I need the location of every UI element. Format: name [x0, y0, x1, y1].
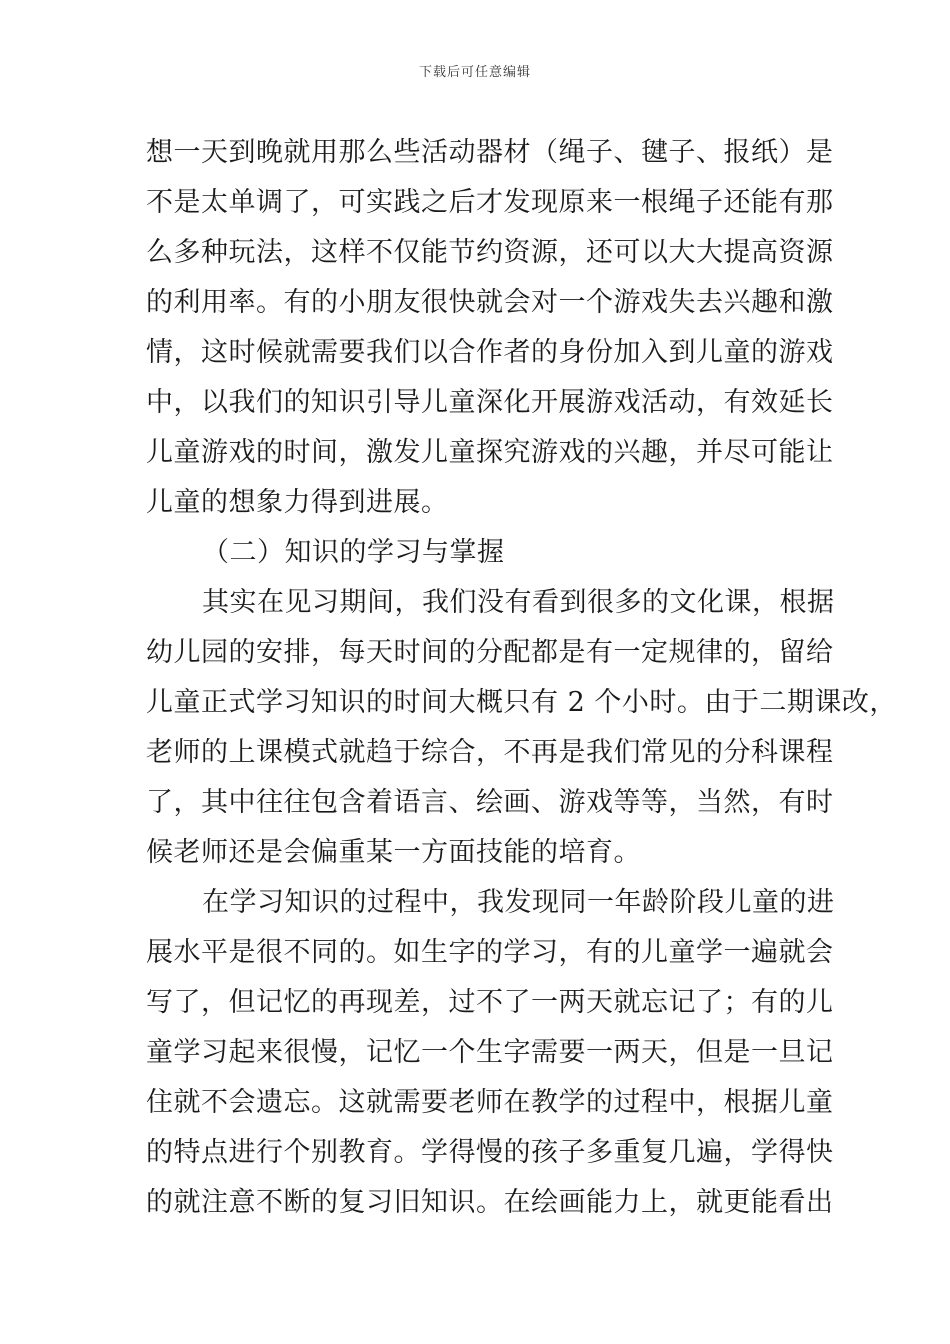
- text-line: 童学习起来很慢，记忆一个生字需要一两天，但是一旦记: [146, 1037, 834, 1068]
- text-line: 儿童游戏的时间，激发儿童探究游戏的兴趣，并尽可能让: [146, 437, 834, 468]
- text-line: 的就注意不断的复习旧知识。在绘画能力上，就更能看出: [146, 1187, 834, 1218]
- text-line: 不是太单调了，可实践之后才发现原来一根绳子还能有那: [146, 187, 834, 218]
- text-line: 情，这时候就需要我们以合作者的身份加入到儿童的游戏: [146, 337, 834, 368]
- text-line: 了，其中往往包含着语言、绘画、游戏等等，当然，有时: [146, 787, 834, 818]
- text-line: 想一天到晚就用那么些活动器材（绳子、毽子、报纸）是: [146, 137, 834, 168]
- text-line: 老师的上课模式就趋于综合，不再是我们常见的分科课程: [146, 737, 834, 768]
- text-line: 候老师还是会偏重某一方面技能的培育。: [146, 837, 641, 868]
- text-line: 幼儿园的安排，每天时间的分配都是有一定规律的，留给: [146, 637, 834, 668]
- text-line: 展水平是很不同的。如生字的学习，有的儿童学一遍就会: [146, 937, 834, 968]
- text-line: 住就不会遗忘。这就需要老师在教学的过程中，根据儿童: [146, 1087, 834, 1118]
- text-line: 的特点进行个别教育。学得慢的孩子多重复几遍，学得快: [146, 1137, 834, 1168]
- text-line: 中，以我们的知识引导儿童深化开展游戏活动，有效延长: [146, 387, 834, 418]
- text-line: 在学习知识的过程中，我发现同一年龄阶段儿童的进: [202, 887, 835, 918]
- text-line: 儿童正式学习知识的时间大概只有 2 个小时。由于二期课改，: [146, 687, 897, 718]
- text-line: 其实在见习期间，我们没有看到很多的文化课，根据: [202, 587, 835, 618]
- document-body: [146, 128, 897, 1228]
- text-line: 么多种玩法，这样不仅能节约资源，还可以大大提高资源: [146, 237, 834, 268]
- page-header: 下载后可任意编辑: [418, 65, 531, 80]
- text-line: 的利用率。有的小朋友很快就会对一个游戏失去兴趣和激: [146, 287, 834, 318]
- text-line: 写了，但记忆的再现差，过不了一两天就忘记了；有的儿: [146, 987, 834, 1018]
- section-heading: （二）知识的学习与掌握: [202, 537, 505, 568]
- text-line: 儿童的想象力得到进展。: [146, 487, 449, 518]
